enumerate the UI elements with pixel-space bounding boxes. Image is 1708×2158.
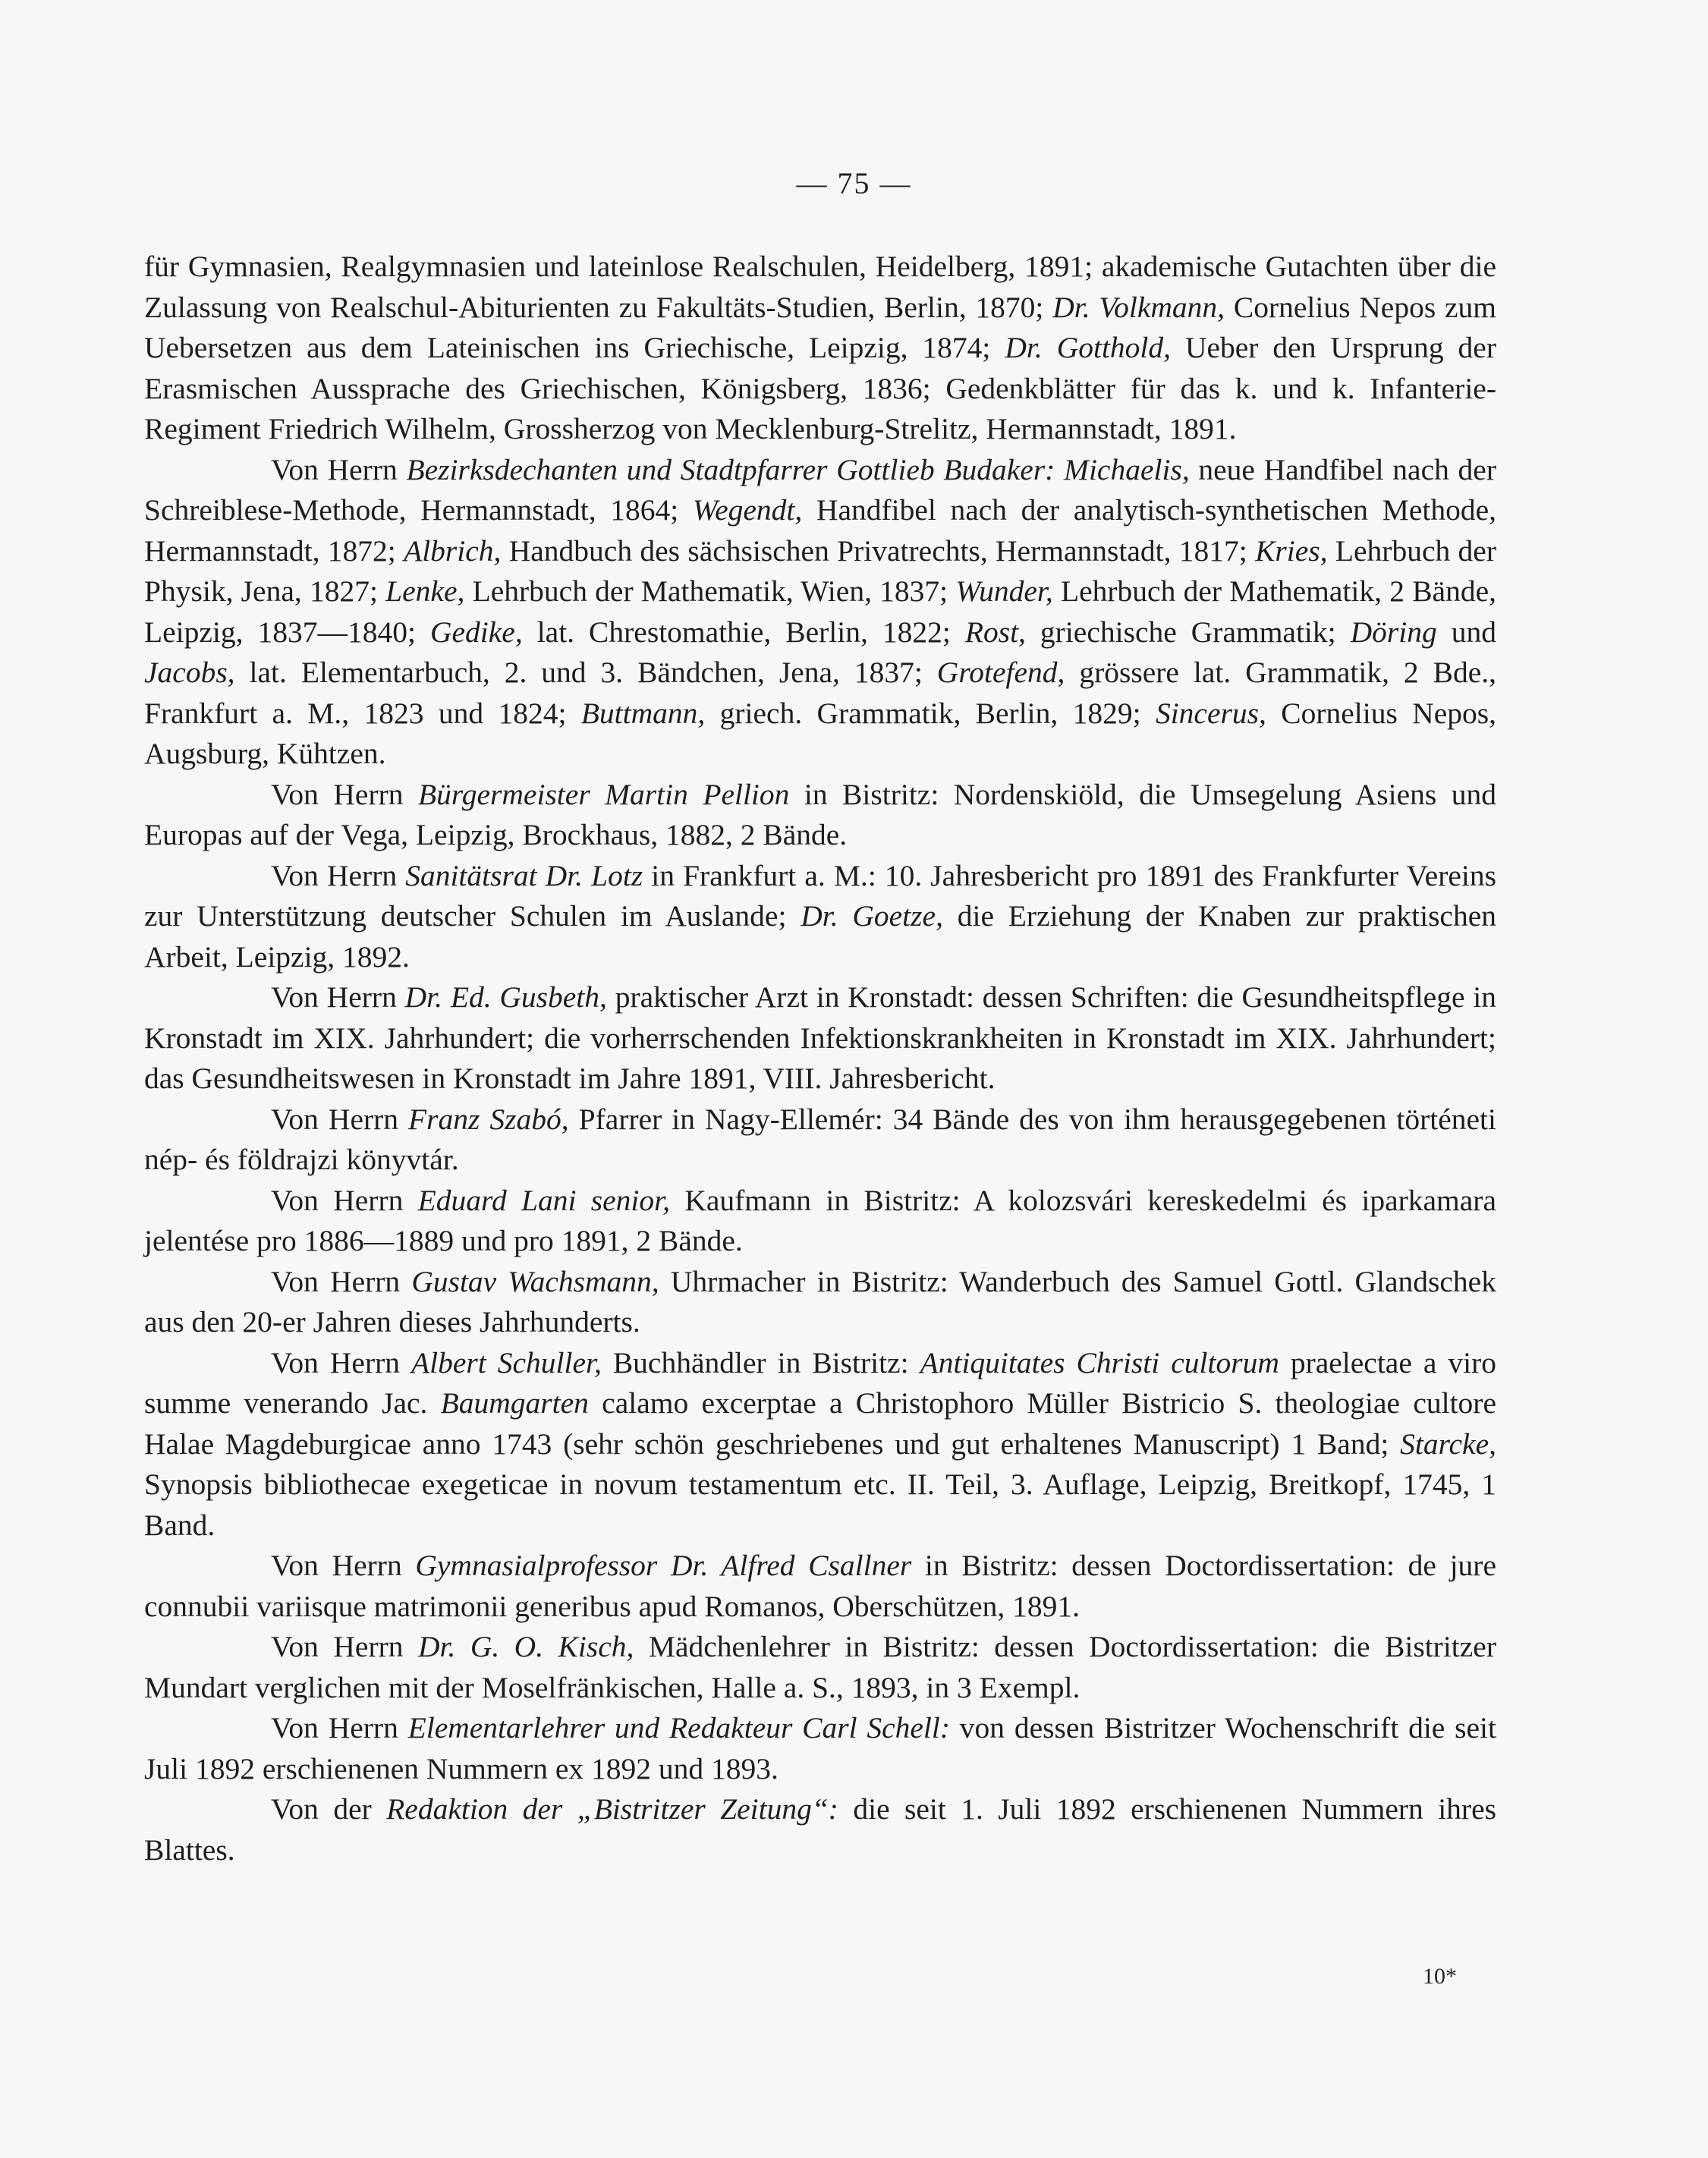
text-run: praelectae a viro summe venerando Jac. <box>144 1345 1496 1420</box>
italic-name: Gustav Wachsmann, <box>411 1264 659 1298</box>
text-run: die seit 1. Juli 1892 erschienenen Nummern ihres Blattes. <box>144 1792 1496 1867</box>
italic-name: Dr. Gotthold, <box>1005 331 1172 364</box>
text-run: Ueber den Ursprung der Erasmischen Aussprache des Griechischen, Königsberg, 1836; Gedenkblätter für das k. und k. Infanterie-Regiment Friedrich Wilhelm, Grossherzog von Mecklenburg-Strelitz, Hermannstadt, 1891. <box>144 331 1496 445</box>
italic-name: Eduard Lani senior, <box>417 1183 671 1217</box>
donation-entry <box>144 1343 1496 1546</box>
page-number: — 75 — <box>796 166 912 200</box>
text-run: Von Herrn <box>271 1102 409 1136</box>
italic-name: Dr. Ed. Gusbeth, <box>404 980 607 1014</box>
italic-name: Sanitätsrat Dr. Lotz <box>405 858 643 892</box>
text-run: Cornelius Nepos zum Uebersetzen aus dem Lateinischen ins Griechische, Leipzig, 1874; <box>144 290 1496 364</box>
donation-entry <box>144 1627 1496 1708</box>
text-run: griech. Grammatik, Berlin, 1829; <box>705 696 1156 730</box>
text-run: lat. Chrestomathie, Berlin, 1822; <box>522 615 965 649</box>
donation-entry <box>144 1099 1496 1181</box>
text-run: in Bistritz: Nordenskiöld, die Umsegelung Asiens und Europas auf der Vega, Leipzig, Brockhaus, 1882, 2 Bände. <box>144 777 1496 851</box>
text-run: in Frankfurt a. M.: 10. Jahresbericht pro 1891 des Frankfurter Vereins zur Unterstützung deutscher Schulen im Auslande; <box>144 858 1496 933</box>
text-run: Uhrmacher in Bistritz: Wanderbuch des Samuel Gottl. Glandschek aus den 20-er Jahren dieses Jahrhunderts. <box>144 1264 1496 1339</box>
text-run: und <box>1436 615 1496 649</box>
italic-name: Dr. Volkmann, <box>1052 290 1225 324</box>
italic-name: Albrich, <box>404 533 502 568</box>
text-run: Handfibel nach der analytisch-synthetischen Methode, Hermannstadt, 1872; <box>144 493 1496 568</box>
text-run: Lehrbuch der Physik, Jena, 1827; <box>144 533 1496 608</box>
italic-name: Bürgermeister Martin Pellion <box>417 777 790 811</box>
text-run: Lehrbuch der Mathematik, 2 Bände, Leipzig, 1837—1840; <box>144 574 1496 649</box>
donation-entry <box>144 775 1496 856</box>
italic-name: Antiquitates Christi cultorum <box>920 1345 1279 1379</box>
text-run: griechische Grammatik; <box>1025 615 1351 649</box>
italic-name: Kries, <box>1255 533 1328 568</box>
text-run: Synopsis bibliothecae exegeticae in novum testamentum etc. II. Teil, 3. Auflage, Leipzig, Breitkopf, 1745, 1 Band. <box>144 1468 1496 1542</box>
signature-mark: 10* <box>1423 1964 1457 1989</box>
text-run: von dessen Bistritzer Wochenschrift die seit Juli 1892 erschienenen Nummern ex 1892 und 1893. <box>144 1711 1496 1785</box>
italic-name: Franz Szabó, <box>408 1102 569 1136</box>
continued-paragraph <box>144 247 1496 450</box>
text-run: Von Herrn <box>271 452 407 486</box>
italic-name: Rost, <box>964 615 1026 649</box>
text-run: Cornelius Nepos, Augsburg, Kühtzen. <box>144 696 1496 770</box>
italic-name: Wunder, <box>955 574 1053 608</box>
italic-name: Dr. Goetze, <box>801 899 943 933</box>
italic-name: Gymnasialprofessor Dr. Alfred Csallner <box>415 1549 912 1582</box>
text-run: Kaufmann in Bistritz: A kolozsvári kereskedelmi és iparkamara jelentése pro 1886—1889 und pro 1891, 2 Bände. <box>144 1183 1496 1257</box>
italic-name: Redaktion der „Bistritzer Zeitung“: <box>386 1792 838 1826</box>
text-run: Von Herrn <box>271 1630 418 1663</box>
text-run: Lehrbuch der Mathematik, Wien, 1837; <box>464 574 956 608</box>
italic-name: Sincerus, <box>1155 696 1266 730</box>
donation-entry <box>144 1181 1496 1262</box>
italic-name: Starcke, <box>1400 1427 1496 1461</box>
italic-name: Wegendt, <box>692 493 803 527</box>
text-run: praktischer Arzt in Kronstadt: dessen Schriften: die Gesundheitspflege in Kronstadt im XIX. Jahrhundert; die vorherrschenden Infektionskrankheiten in Kronstadt im XIX. Jahrhundert; das Gesundheitswesen in Kronstadt im Jahre 1891, VIII. Jahresbericht. <box>144 980 1496 1095</box>
text-run: Von Herrn <box>271 1264 412 1298</box>
italic-name: Döring <box>1350 615 1437 649</box>
text-run: Von Herrn <box>271 858 406 892</box>
text-run: die Erziehung der Knaben zur praktischen Arbeit, Leipzig, 1892. <box>144 899 1496 974</box>
text-run: lat. Elementarbuch, 2. und 3. Bändchen, Jena, 1837; <box>234 656 937 689</box>
donation-entry <box>144 450 1496 775</box>
text-run: Von Herrn <box>271 777 418 811</box>
italic-name: Grotefend, <box>936 656 1065 689</box>
donation-entry <box>144 1546 1496 1627</box>
text-run: für Gymnasien, Realgymnasien und lateinlose Realschulen, Heidelberg, 1891; akademische Gutachten über die Zulassung von Realschul-Abiturienten zu Fakultäts-Studien, Berlin, 1870; <box>144 250 1496 324</box>
text-run: Von der <box>271 1792 387 1826</box>
text-run: Von Herrn <box>271 1345 412 1379</box>
italic-name: Lenke, <box>385 574 465 608</box>
italic-name: Baumgarten <box>440 1386 589 1420</box>
text-run: Buchhändler in Bistritz: <box>601 1345 920 1379</box>
italic-name: Dr. G. O. Kisch, <box>417 1630 634 1663</box>
italic-name: Buttmann, <box>580 696 706 730</box>
text-run: grössere lat. Grammatik, 2 Bde., Frankfurt a. M., 1823 und 1824; <box>144 656 1496 730</box>
italic-name: Gedike, <box>429 615 523 649</box>
text-run: Handbuch des sächsischen Privatrechts, Hermannstadt, 1817; <box>501 533 1256 568</box>
donation-entry <box>144 977 1496 1099</box>
text-run: Pfarrer in Nagy-Ellemér: 34 Bände des von ihm herausgegebenen történeti nép- és földrajzi könyvtár. <box>144 1102 1497 1176</box>
text-run: Von Herrn <box>271 980 405 1014</box>
text-run: Von Herrn <box>271 1711 408 1744</box>
italic-name: Elementarlehrer und Redakteur Carl Schell: <box>407 1711 951 1744</box>
text-run: neue Handfibel nach der Schreiblese-Methode, Hermannstadt, 1864; <box>144 452 1496 527</box>
text-run: Von Herrn <box>271 1549 416 1582</box>
donation-entry <box>144 1262 1496 1343</box>
italic-name: Albert Schuller, <box>411 1345 602 1379</box>
text-run: in Bistritz: dessen Doctordissertation: de jure connubii variisque matrimonii generibus apud Romanos, Oberschützen, 1891. <box>144 1549 1496 1623</box>
donation-entry <box>144 1789 1496 1870</box>
text-run: Mädchenlehrer in Bistritz: dessen Doctordissertation: die Bistritzer Mundart verglichen mit der Moselfränkischen, Halle a. S., 1893, in 3 Exempl. <box>144 1630 1496 1704</box>
italic-name: Bezirksdechanten und Stadtpfarrer Gottlieb Budaker: Michaelis, <box>406 452 1190 486</box>
donation-entry <box>144 1708 1496 1789</box>
text-body <box>144 247 1496 1870</box>
donation-entry <box>144 856 1496 978</box>
text-run: calamo excerptae a Christophoro Müller Bistricio S. theologiae cultore Halae Magdeburgicae anno 1743 (sehr schön geschriebenes und gut erhaltenes Manuscript) 1 Band; <box>144 1386 1496 1461</box>
text-run: Von Herrn <box>271 1183 418 1217</box>
italic-name: Jacobs, <box>144 656 235 689</box>
